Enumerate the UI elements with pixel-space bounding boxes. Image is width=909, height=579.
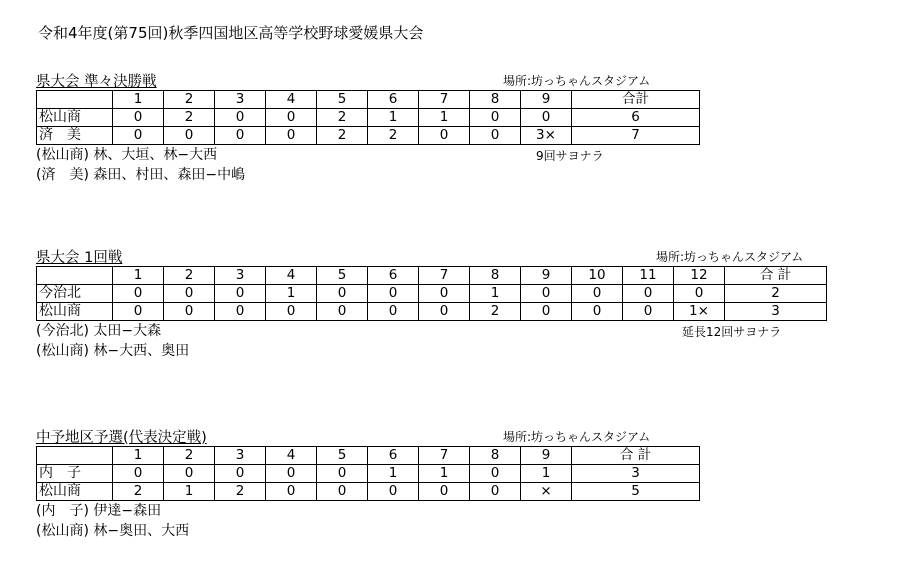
inning-score: 0 — [317, 483, 368, 501]
inning-score: 0 — [572, 303, 623, 321]
scoreboard — [36, 90, 700, 145]
inning-score: 2 — [113, 483, 164, 501]
inning-header: 12 — [674, 267, 725, 285]
inning-score: 1 — [419, 465, 470, 483]
inning-score: 0 — [215, 465, 266, 483]
inning-score: 0 — [368, 303, 419, 321]
inning-header-row — [37, 447, 700, 465]
battery-line: (松山商) 林、大垣、林−大西 — [36, 147, 218, 163]
total-header: 合 計 — [725, 267, 827, 285]
inning-score: 0 — [113, 303, 164, 321]
inning-header: 7 — [419, 447, 470, 465]
inning-score: 0 — [572, 285, 623, 303]
inning-score: 2 — [215, 483, 266, 501]
inning-score: 0 — [419, 303, 470, 321]
inning-score: 0 — [419, 127, 470, 145]
inning-header: 3 — [215, 447, 266, 465]
inning-score: 0 — [317, 285, 368, 303]
inning-score: 1 — [419, 109, 470, 127]
total-header: 合 計 — [572, 447, 700, 465]
inning-score: 0 — [368, 285, 419, 303]
inning-header: 5 — [317, 91, 368, 109]
inning-header: 8 — [470, 447, 521, 465]
inning-header: 1 — [113, 447, 164, 465]
team-row — [37, 303, 827, 321]
inning-header: 4 — [266, 91, 317, 109]
team-row — [37, 127, 700, 145]
inning-score: 2 — [470, 303, 521, 321]
inning-score: 0 — [368, 483, 419, 501]
battery-line: (済 美) 森田、村田、森田−中嶋 — [36, 167, 246, 183]
inning-score: 0 — [266, 127, 317, 145]
inning-score: 0 — [215, 109, 266, 127]
team-name: 今治北 — [37, 285, 113, 303]
round-title: 中予地区予選(代表決定戦) — [36, 430, 207, 446]
inning-score: 1 — [521, 465, 572, 483]
corner-cell — [37, 267, 113, 285]
team-name: 内 子 — [37, 465, 113, 483]
inning-score: 0 — [470, 465, 521, 483]
inning-score: 0 — [317, 303, 368, 321]
team-row — [37, 285, 827, 303]
total-header: 合計 — [572, 91, 700, 109]
inning-score: 0 — [164, 303, 215, 321]
inning-score: 0 — [266, 303, 317, 321]
inning-score: 0 — [113, 465, 164, 483]
inning-header: 1 — [113, 91, 164, 109]
battery-line: (松山商) 林−大西、奥田 — [36, 343, 190, 359]
inning-score: 0 — [215, 285, 266, 303]
total-score: 3 — [572, 465, 700, 483]
inning-score: × — [521, 483, 572, 501]
inning-header-row — [37, 91, 700, 109]
inning-score: 2 — [164, 109, 215, 127]
inning-header: 10 — [572, 267, 623, 285]
inning-score: 0 — [623, 303, 674, 321]
inning-score: 0 — [419, 285, 470, 303]
battery-line: (今治北) 太田−大森 — [36, 323, 162, 339]
game-first-round — [36, 246, 827, 361]
corner-cell — [37, 91, 113, 109]
inning-score: 2 — [317, 127, 368, 145]
round-title: 県大会 準々決勝戦 — [36, 74, 157, 90]
inning-header: 5 — [317, 447, 368, 465]
inning-header: 9 — [521, 447, 572, 465]
team-row — [37, 109, 700, 127]
inning-header: 8 — [470, 267, 521, 285]
inning-header: 5 — [317, 267, 368, 285]
inning-header-row — [37, 267, 827, 285]
inning-score: 0 — [623, 285, 674, 303]
inning-score: 1 — [470, 285, 521, 303]
team-row — [37, 483, 700, 501]
inning-header: 2 — [164, 91, 215, 109]
game-district-qualifier — [36, 426, 700, 541]
team-name: 松山商 — [37, 303, 113, 321]
round-title: 県大会 1回戦 — [36, 250, 123, 266]
game-quarterfinal — [36, 70, 700, 185]
inning-header: 8 — [470, 91, 521, 109]
inning-header: 11 — [623, 267, 674, 285]
inning-score: 1× — [674, 303, 725, 321]
inning-header: 6 — [368, 267, 419, 285]
inning-score: 0 — [164, 465, 215, 483]
battery-line: (内 子) 伊達−森田 — [36, 503, 162, 519]
inning-score: 0 — [164, 285, 215, 303]
inning-header: 7 — [419, 91, 470, 109]
venue-label: 場所:坊っちゃんスタジアム — [656, 250, 804, 264]
total-score: 2 — [725, 285, 827, 303]
game-note: 延長12回サヨナラ — [682, 325, 782, 339]
inning-header: 1 — [113, 267, 164, 285]
team-name: 済 美 — [37, 127, 113, 145]
venue-label: 場所:坊っちゃんスタジアム — [503, 430, 651, 444]
inning-score: 0 — [113, 127, 164, 145]
inning-score: 2 — [317, 109, 368, 127]
inning-header: 4 — [266, 447, 317, 465]
inning-score: 2 — [368, 127, 419, 145]
inning-score: 0 — [113, 109, 164, 127]
team-name: 松山商 — [37, 483, 113, 501]
inning-score: 0 — [470, 109, 521, 127]
inning-score: 0 — [164, 127, 215, 145]
inning-score: 1 — [368, 109, 419, 127]
team-name: 松山商 — [37, 109, 113, 127]
inning-score: 0 — [674, 285, 725, 303]
inning-score: 0 — [215, 127, 266, 145]
inning-score: 0 — [317, 465, 368, 483]
team-row — [37, 465, 700, 483]
inning-score: 0 — [521, 109, 572, 127]
battery-line: (松山商) 林−奥田、大西 — [36, 523, 190, 539]
total-score: 7 — [572, 127, 700, 145]
inning-header: 3 — [215, 267, 266, 285]
inning-header: 2 — [164, 447, 215, 465]
inning-score: 0 — [470, 483, 521, 501]
inning-score: 0 — [266, 109, 317, 127]
venue-label: 場所:坊っちゃんスタジアム — [503, 74, 651, 88]
inning-header: 3 — [215, 91, 266, 109]
total-score: 6 — [572, 109, 700, 127]
inning-header: 6 — [368, 91, 419, 109]
inning-score: 1 — [368, 465, 419, 483]
inning-header: 2 — [164, 267, 215, 285]
inning-header: 4 — [266, 267, 317, 285]
page-title: 令和4年度(第75回)秋季四国地区高等学校野球愛媛県大会 — [38, 24, 424, 42]
inning-score: 1 — [266, 285, 317, 303]
inning-score: 0 — [215, 303, 266, 321]
inning-score: 1 — [164, 483, 215, 501]
inning-score: 0 — [419, 483, 470, 501]
inning-header: 9 — [521, 91, 572, 109]
total-score: 5 — [572, 483, 700, 501]
total-score: 3 — [725, 303, 827, 321]
inning-score: 0 — [521, 303, 572, 321]
inning-header: 9 — [521, 267, 572, 285]
inning-score: 0 — [266, 483, 317, 501]
corner-cell — [37, 447, 113, 465]
inning-header: 7 — [419, 267, 470, 285]
inning-score: 0 — [113, 285, 164, 303]
inning-score: 0 — [470, 127, 521, 145]
game-note: 9回サヨナラ — [536, 149, 604, 163]
scoreboard — [36, 446, 700, 501]
inning-score: 3× — [521, 127, 572, 145]
inning-score: 0 — [266, 465, 317, 483]
scoreboard — [36, 266, 827, 321]
inning-score: 0 — [521, 285, 572, 303]
inning-header: 6 — [368, 447, 419, 465]
